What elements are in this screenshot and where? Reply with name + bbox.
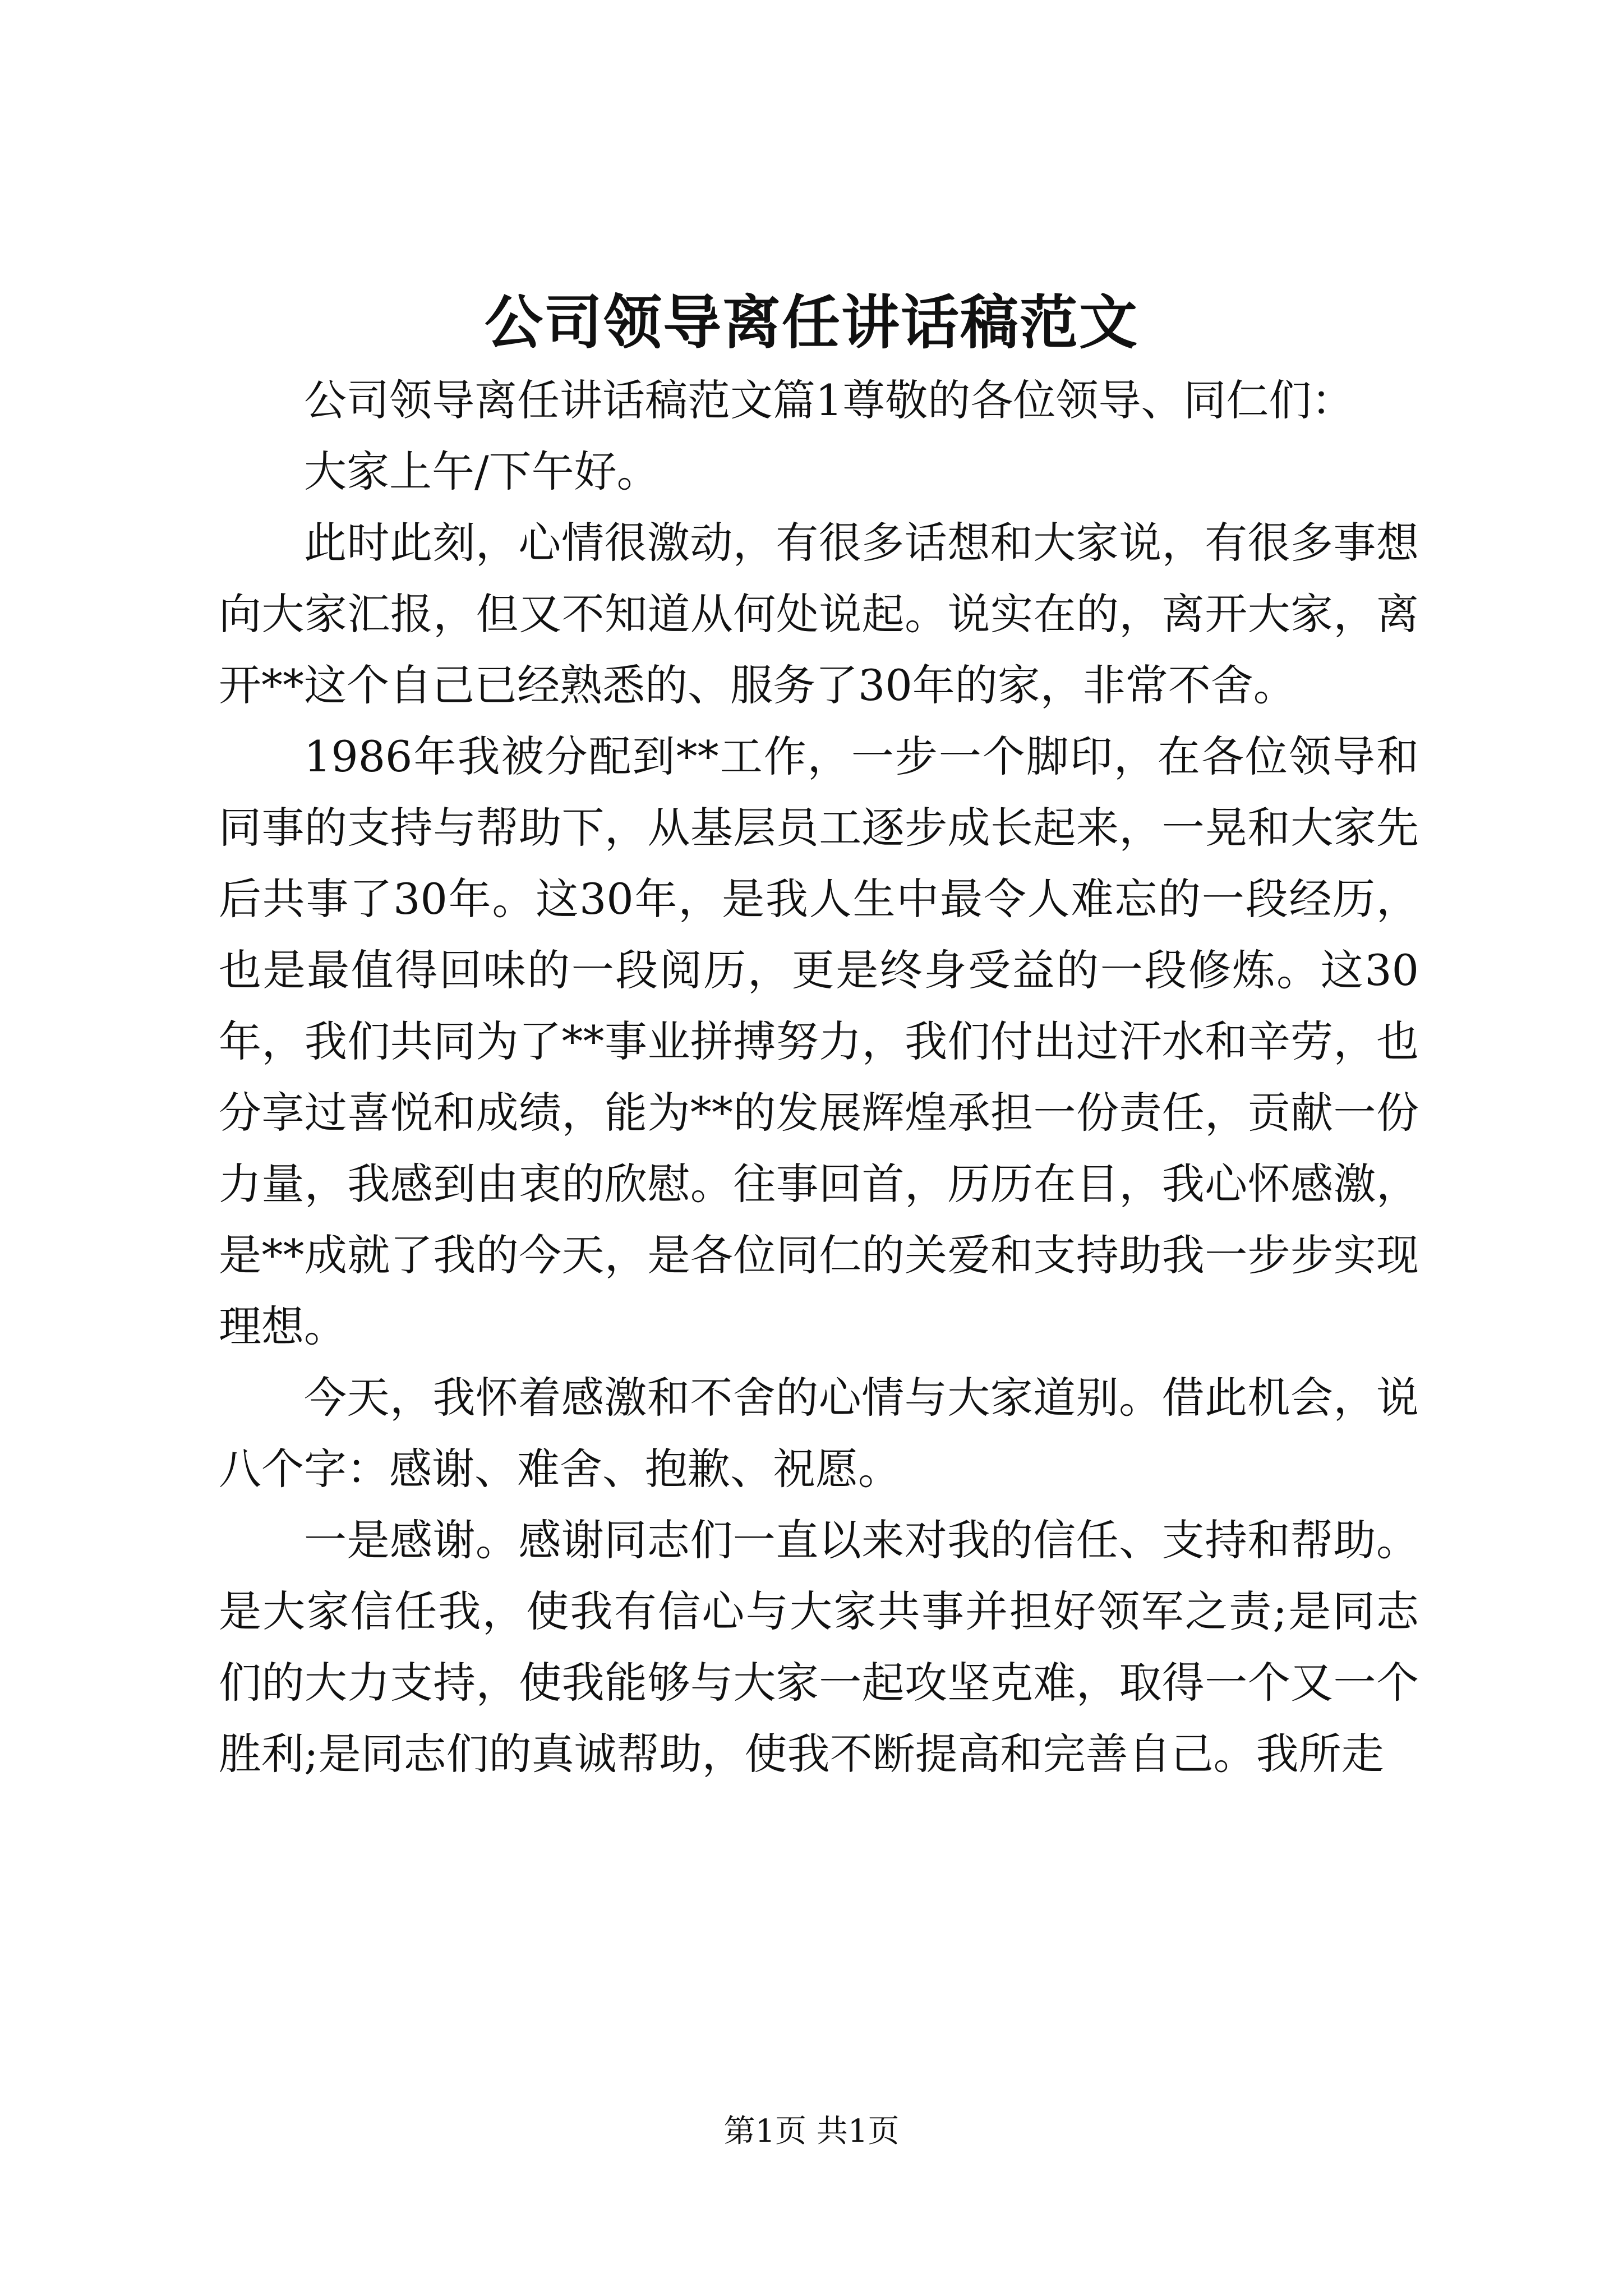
paragraph: 此时此刻，心情很激动，有很多话想和大家说，有很多事想向大家汇报，但又不知道从何处说起。说实在的，离开大家，离开**这个自己已经熟悉的、服务了30年的家，非常不舍。: [219, 518, 1419, 710]
document-body: [219, 365, 1419, 1789]
paragraph: 1986年我被分配到**工作，一步一个脚印，在各位领导和同事的支持与帮助下，从基层员工逐步成长起来，一晃和大家先后共事了30年。这30年，是我人生中最令人难忘的一段经历，也是最值得回味的一段阅历，更是终身受益的一段修炼。这30年，我们共同为了**事业拼搏努力，我们付出过汗水和辛劳，也分享过喜悦和成绩，能为**的发展辉煌承担一份责任，贡献一份力量，我感到由衷的欣慰。往事回首，历历在目，我心怀感激，是**成就了我的今天，是各位同仁的关爱和支持助我一步步实现理想。: [219, 731, 1419, 1351]
paragraph: 大家上午/下午好。: [304, 447, 660, 496]
paragraph: 今天，我怀着感激和不舍的心情与大家道别。借此机会，说八个字：感谢、难舍、抱歉、祝愿。: [219, 1373, 1419, 1494]
paragraph: 公司领导离任讲话稿范文篇1尊敬的各位领导、同仁们：: [304, 375, 1354, 425]
document-title: 公司领导离任讲话稿范文: [484, 288, 1138, 357]
page-footer: 第1页 共1页: [723, 2113, 900, 2150]
paragraph: 一是感谢。感谢同志们一直以来对我的信任、支持和帮助。是大家信任我，使我有信心与大家共事并担好领军之责;是同志们的大力支持，使我能够与大家一起攻坚克难，取得一个又一个胜利;是同志们的真诚帮助，使我不断提高和完善自己。我所走: [219, 1515, 1419, 1779]
